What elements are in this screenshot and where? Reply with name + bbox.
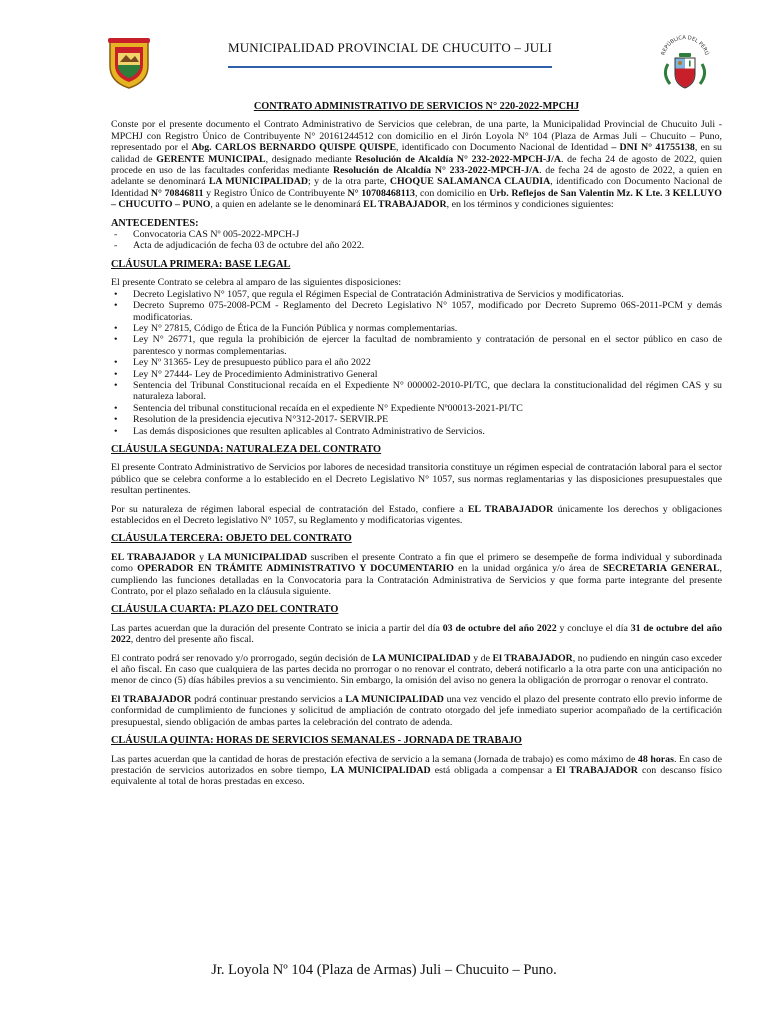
clause-3-paragraph: [111, 552, 722, 598]
clause-5-heading: CLÁUSULA QUINTA: HORAS DE SERVICIOS SEMANALES - JORNADA DE TRABAJO: [111, 735, 522, 747]
paragraph-text: con descanso físico equivalente al total de horas prestadas en exceso.: [111, 764, 722, 788]
clause-2-paragraph: El presente Contrato Administrativo de Servicios por labores de necesidad transitoria constituye un régimen especial de contratación laboral para el sector público que se celebra conforme a lo establecido en el Decreto Legislativo N° 1057, sus normas reglamentarias y las disposiciones presupuestales que resultan pertinentes.: [111, 462, 722, 497]
worker-address: Urb. Reflejos de San Valentin Mz. K Lte. 3 KELLUYO – CHUCUITO – PUNO: [111, 187, 722, 211]
organic-unit: SECRETARIA GENERAL: [603, 563, 720, 575]
clause-4-paragraph: [111, 623, 722, 646]
intro-text: y Registro Único de Contribuyente: [203, 187, 348, 199]
intro-paragraph: [111, 119, 722, 210]
list-item: • Resolution de la presidencia ejecutiva N°312-2017- SERVIR.PE: [111, 414, 722, 425]
intro-text: , con domicilio en: [414, 187, 490, 199]
party-municipality: LA MUNICIPALIDAD: [372, 652, 471, 664]
party-worker: EL TRABAJADOR: [363, 199, 447, 211]
job-position: OPERADOR EN TRÁMITE ADMINISTRATIVO Y DOCUMENTARIO: [137, 563, 454, 575]
paragraph-text: Las partes acuerdan que la duración del presente Contrato se inicia a partir del día: [111, 622, 443, 634]
list-item: • Sentencia del tribunal constitucional recaída en el expediente N° Expediente Nº00013-2021-PI/TC: [111, 403, 722, 414]
paragraph-text: en la unidad orgánica y/o área de: [453, 563, 604, 575]
worker-name: CHOQUE SALAMANCA CLAUDIA: [389, 176, 551, 188]
party-municipality: LA MUNICIPALIDAD: [330, 764, 431, 776]
paragraph-text: está obligada a compensar a: [430, 764, 557, 776]
intro-text: , en los términos y condiciones siguientes:: [446, 199, 614, 211]
clause-5-paragraph: [111, 754, 722, 788]
end-date: 31 de octubre del año 2022: [111, 622, 723, 646]
resolution-232: Resolución de Alcaldía N° 232-2022-MPCH-J/A: [355, 153, 561, 165]
worker-ruc: N° 10708468113: [347, 187, 415, 199]
contract-title: CONTRATO ADMINISTRATIVO DE SERVICIOS N° 220-2022-MPCHJ: [253, 101, 580, 112]
letterhead: [0, 0, 768, 100]
party-worker: EL TRABAJADOR: [111, 551, 196, 563]
representative-dni: – DNI N° 41755138: [611, 142, 695, 154]
clause-2-paragraph: [111, 504, 722, 527]
list-item: • Decreto Legislativo N° 1057, que regula el Régimen Especial de Contratación Administrativa de Servicios y modificatorias.: [111, 289, 722, 300]
clause-1-heading: CLÁUSULA PRIMERA: BASE LEGAL: [111, 258, 291, 270]
party-municipality: LA MUNICIPALIDAD: [345, 693, 444, 705]
list-item: • Decreto Supremo 075-2008-PCM - Reglamento del Decreto Legislativo N° 1057, modificado por Decreto Supremo 06S-2011-PCM y demás modificatorias.: [111, 300, 722, 323]
paragraph-text: El contrato podrá ser renovado y/o prorrogado, según decisión de: [111, 652, 373, 664]
paragraph-text: y: [195, 551, 208, 563]
clause-4-paragraph: [111, 694, 722, 728]
paragraph-text: y concluye el día: [556, 622, 631, 634]
peru-coat-of-arms-logo: [656, 34, 714, 94]
worker-dni: N° 70846811: [150, 187, 204, 199]
party-worker: EL TRABAJADOR: [467, 503, 554, 515]
max-hours: 48 horas: [637, 753, 674, 765]
paragraph-text: . En caso de prestación de servicios autorizados en sobre tiempo,: [111, 753, 722, 776]
footer-address: Jr. Loyola Nº 104 (Plaza de Armas) Juli – Chucuito – Puno.: [211, 962, 557, 978]
municipal-shield-logo: [106, 36, 152, 90]
clause-4-paragraph: [111, 653, 722, 687]
intro-text: , en su calidad de: [111, 142, 722, 165]
list-item: • Sentencia del Tribunal Constitucional recaída en el Expediente N° 000002-2010-PI/TC, que declara la constitucionalidad del régimen CAS y su naturaleza laboral.: [111, 380, 722, 403]
intro-text: , identificado con Documento Nacional de Identidad: [396, 142, 612, 154]
list-item: • Las demás disposiciones que resulten aplicables al Contrato Administrativo de Servicios.: [111, 426, 722, 437]
paragraph-text: suscriben el presente Contrato a fin que el primero se desempeñe de forma individual y subordinada como: [111, 551, 723, 575]
legal-basis-list: [111, 289, 722, 437]
clause-3-heading: CLÁUSULA TERCERA: OBJETO DEL CONTRATO: [111, 533, 352, 545]
municipality-title: MUNICIPALIDAD PROVINCIAL DE CHUCUITO – JULI: [227, 40, 553, 55]
party-worker: El TRABAJADOR: [556, 764, 638, 776]
intro-text: , a quien en adelante se le denominará: [210, 199, 364, 211]
paragraph-text: únicamente los derechos y obligaciones establecidos en el Decreto legislativo N° 1057, su Reglamento y modificatorias vigentes.: [111, 503, 722, 526]
intro-text: ; y de la otra parte,: [308, 176, 390, 188]
paragraph-text: Las partes acuerdan que la cantidad de horas de prestación efectiva de servicio a la semana (Jornada de trabajo) es como máximo de: [111, 753, 638, 765]
list-item: • Ley N° 27444- Ley de Procedimiento Administrativo General: [111, 369, 722, 380]
paragraph-text: y de: [470, 652, 493, 664]
clause-2-heading: CLÁUSULA SEGUNDA: NATURALEZA DEL CONTRATO: [111, 443, 382, 455]
intro-text: , designado mediante: [265, 153, 356, 165]
antecedentes-list: [111, 229, 722, 252]
representative-role: GERENTE MUNICIPAL: [156, 153, 266, 165]
paragraph-text: Por su naturaleza de régimen laboral especial de contratación del Estado, confiere a: [111, 503, 468, 515]
clause-1-intro: El presente Contrato se celebra al amparo de las siguientes disposiciones:: [111, 277, 402, 289]
party-worker: El TRABAJADOR: [111, 693, 192, 705]
paragraph-text: podrá continuar prestando servicios a: [191, 693, 346, 705]
paragraph-text: , no pudiendo en ningún caso exceder el año fiscal. En caso que cualquiera de las partes decida no prorrogar o no renovar el contrato, deberá notificarlo a la otra parte con una anticipación no menor de cinco (5) días hábiles previos a su vencimiento. Sin embargo, la omisión del aviso no genera la obligación de prorrogar o renovar el contrato.: [111, 652, 723, 687]
party-municipality: LA MUNICIPALIDAD: [208, 176, 309, 188]
intro-text: , identificado con Documento Nacional de Identidad: [111, 176, 723, 199]
list-item: - Acta de adjudicación de fecha 03 de octubre del año 2022.: [111, 240, 722, 251]
intro-text: . de fecha 24 de agosto de 2022, quien procede en uso de las facultades conferidas mediante: [111, 153, 722, 177]
list-item: • Ley Nº 31365- Ley de presupuesto público para el año 2022: [111, 357, 722, 368]
list-item: - Convocatoria CAS Nº 005-2022-MPCH-J: [111, 229, 722, 240]
start-date: 03 de octubre del año 2022: [442, 622, 557, 634]
party-worker: El TRABAJADOR: [492, 652, 573, 664]
party-municipality: LA MUNICIPALIDAD: [207, 551, 308, 563]
resolution-233: Resolución de Alcaldía N° 233-2022-MPCH-J/A: [333, 165, 540, 177]
paragraph-text: , cumpliendo las funciones detalladas en la Convocatoria para la Contratación Administrativa de Servicios y que forma parte integrante del presente Contrato, por el plazo señalado en la cláusula siguiente.: [111, 563, 722, 598]
header-rule: [228, 66, 552, 68]
representative-name: Abg. CARLOS BERNARDO QUISPE QUISPE: [191, 142, 397, 154]
intro-text: . de fecha 24 de agosto de 2022, a quien en adelante se denominará: [111, 165, 723, 188]
intro-text: Conste por el presente documento el Contrato Administrativo de Servicios que celebran, de una parte, la Municipalidad Provincial de Chucuito Juli - MPCHJ con Registro Único de Contribuyente N° 20161244512 con domicilio en el Jirón Loyola N° 104 (Plaza de Armas Juli – Chucuito – Puno, representado por el: [111, 119, 722, 154]
antecedentes-heading: ANTECEDENTES:: [111, 217, 199, 229]
paragraph-text: , dentro del presente año fiscal.: [130, 634, 254, 646]
list-item: • Ley N° 27815, Código de Ética de la Función Pública y normas complementarias.: [111, 323, 722, 334]
contract-body: [111, 101, 722, 795]
list-item: • Ley N° 26771, que regula la prohibición de ejercer la facultad de nombramiento y contratación de personal en el sector público en caso de parentesco y normas complementarias.: [111, 334, 722, 357]
emblem-text: REPÚBLICA DEL PERÚ: [660, 34, 710, 57]
clause-4-heading: CLÁUSULA CUARTA: PLAZO DEL CONTRATO: [111, 604, 339, 616]
paragraph-text: una vez vencido el plazo del presente contrato ello previo informe de conformidad de cumplimiento de funciones y solicitud de ampliación de contrato otorgado del jefe inmediato superior acompañado de la certificación presupuestal, siendo obligación de ambas partes la celebración del contrato de adenda.: [111, 693, 723, 728]
